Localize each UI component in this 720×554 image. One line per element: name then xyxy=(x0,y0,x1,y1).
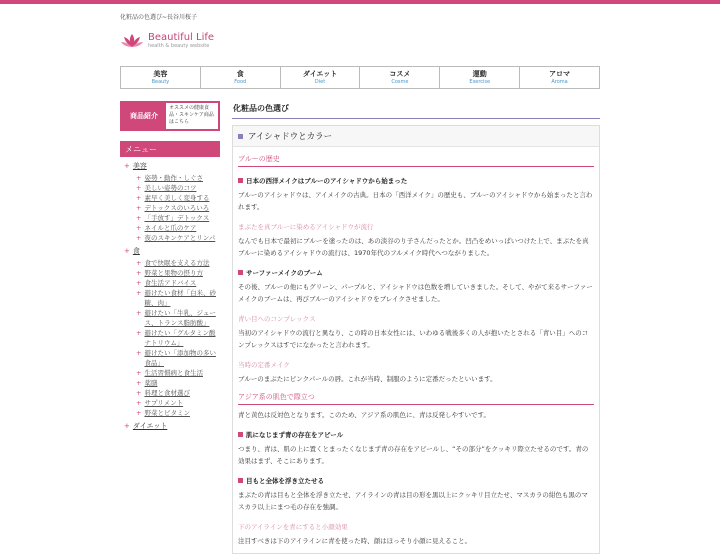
minor-heading: まぶたを真ブルーに染めるアイシャドウが流行 xyxy=(238,223,374,231)
menu-category-food: + 食 xyxy=(124,247,140,255)
promo-text: オススメの健康食品・スキンケア商品はこちら xyxy=(169,105,214,125)
page-wrapper xyxy=(120,4,600,554)
menu-link[interactable]: 食生活アドバイス xyxy=(144,279,197,287)
list-item: + 避けたい「グルタミン酸ナトリウム」 xyxy=(136,328,220,348)
paragraph: つまり、青は、肌の上に置くとまったくなじまず青の存在をアピールし、“その部分”をクッキリ際立たせるのです。青の効果はまず、そこにあります。 xyxy=(238,445,589,465)
list-item: + サプリメント xyxy=(136,399,184,407)
section-title-text: アイシャドウとカラー xyxy=(248,132,333,142)
nav-sublabel: Beauty xyxy=(151,79,170,85)
subheading xyxy=(238,476,594,485)
menu-category-beauty: + 美容 xyxy=(124,162,147,170)
square-bullet-icon xyxy=(238,178,243,183)
menu-link[interactable]: 避けたい「添加物の多い食品」 xyxy=(144,349,216,367)
promo-label: 商品紹介 xyxy=(122,103,166,129)
nav-food[interactable] xyxy=(201,67,281,88)
list-item: + ネイルと爪のケア xyxy=(136,224,197,232)
nav-diet[interactable] xyxy=(281,67,361,88)
nav-sublabel: Exercise xyxy=(469,79,491,85)
list-item: + 「手放す」デトックス xyxy=(136,214,210,222)
menu-link[interactable]: サプリメント xyxy=(144,399,184,407)
menu-link[interactable]: 美しい姿勢のコツ xyxy=(144,184,197,192)
nav-aroma[interactable] xyxy=(520,67,599,88)
subheading-text: 日本の西洋メイクはブルーのアイシャドウから始まった xyxy=(246,177,408,185)
menu-link[interactable]: 素早く美しく変身する xyxy=(144,194,210,202)
list-item: + 料理と食材選び xyxy=(136,389,190,397)
list-item: + 避けたい「添加物の多い食品」 xyxy=(136,348,220,368)
nav-sublabel: Cosme xyxy=(391,79,409,85)
menu-link[interactable]: 避けたい「牛乳、ジュース、トランス脂肪酸」 xyxy=(144,309,216,327)
menu-link[interactable]: 野菜と果物の摂り方 xyxy=(144,269,203,277)
paragraph: 当初のアイシャドウの流行と異なり、この時の日本女性には、いわゆる戦後多くの人が抱いたとされる「青い目」へのコンプレックスはすでになかったと言われます。 xyxy=(238,329,589,349)
list-item: + 避けたい「牛乳、ジュース、トランス脂肪酸」 xyxy=(136,308,220,328)
paragraph: なんでも日本で最初にブルーを塗ったのは、あの淡谷のり子さんだったとか。凹凸をめいっぱいつけた上で、まぶたを真ブルーに染めるアイシャドウの流行は、1970年代のフルメイク時代へつながりました。 xyxy=(238,237,589,257)
menu-link[interactable]: 薬膳 xyxy=(144,379,158,387)
square-bullet-icon xyxy=(238,432,243,437)
list-item: + 避けたい食材「白米、砂糖、肉」 xyxy=(136,288,220,308)
menu-link[interactable]: 食で快眠を支える方法 xyxy=(144,259,210,267)
menu-link[interactable]: 野菜とビタミン xyxy=(144,409,190,417)
square-bullet-icon xyxy=(238,134,243,139)
paragraph: まぶたの青は目もと全体を浮き立たせ、アイラインの青は目の形を黒以上にクッキリ目立たせ、マスカラの紺色も黒のマスカラ以上にまつ毛の存在を強調。 xyxy=(238,491,588,511)
logo-title: Beautiful Life xyxy=(148,31,215,43)
nav-sublabel: Diet xyxy=(314,79,326,85)
nav-sublabel: Aroma xyxy=(551,79,568,85)
nav-label: アロマ xyxy=(549,70,571,78)
menu-category-diet: + ダイエット xyxy=(124,422,168,430)
subheading-text: 肌になじまず青の存在をアピール xyxy=(246,431,344,439)
global-nav xyxy=(120,66,600,89)
menu-link[interactable]: 生活習慣病と食生活 xyxy=(144,369,203,377)
main-content xyxy=(232,101,600,554)
nav-label: 食 xyxy=(236,70,244,78)
food-submenu xyxy=(136,258,220,418)
paragraph: ブルーのアイシャドウは、アイメイクの古典。日本の「西洋メイク」の歴史も、ブルーのアイシャドウから始まったと言われます。 xyxy=(238,191,593,211)
subheading xyxy=(238,268,594,277)
paragraph: 注目すべきは下のアイラインに青を使った時、顔はほっそり小顔に見えること。 xyxy=(238,537,472,545)
paragraph: その後、ブルーの他にもグリーン、パープルと、アイシャドウは色数を増していきました。そして、やがて来るサーファーメイクのブームは、再びブルーのアイシャドウをブレイクさせました。 xyxy=(238,283,593,303)
nav-label: 美容 xyxy=(153,70,168,78)
menu-link[interactable]: 避けたい食材「白米、砂糖、肉」 xyxy=(144,289,216,307)
list-item: + 姿勢・動作・しぐさ xyxy=(136,174,203,182)
subheading xyxy=(238,430,594,439)
list-item: + 素早く美しく変身する xyxy=(136,194,210,202)
list-item: + 生活習慣病と食生活 xyxy=(136,369,203,377)
nav-label: コスメ xyxy=(389,70,411,78)
minor-heading: 下のアイラインを青にすると小顔効果 xyxy=(238,523,348,531)
list-item: + デトックスのいろいろ xyxy=(136,204,210,212)
menu-link[interactable]: 姿勢・動作・しぐさ xyxy=(144,174,203,182)
nav-sublabel: Food xyxy=(234,79,247,85)
menu-link[interactable]: ネイルと爪のケア xyxy=(144,224,197,232)
list-item: + 食生活アドバイス xyxy=(136,279,197,287)
product-promo-banner[interactable] xyxy=(120,101,220,131)
square-bullet-icon xyxy=(238,270,243,275)
paragraph: 青と黄色は反対色となります。このため、アジア系の肌色に、青は反発しやすいです。 xyxy=(238,411,490,419)
subheading-text: サーファーメイクのブーム xyxy=(246,269,323,277)
site-logo[interactable] xyxy=(120,24,600,64)
heading-asian-skin: アジア系の肌色で際立つ xyxy=(238,392,594,405)
nav-cosme[interactable] xyxy=(360,67,440,88)
list-item: + 薬膳 xyxy=(136,379,158,387)
menu-link[interactable]: デトックスのいろいろ xyxy=(144,204,210,212)
section-title xyxy=(233,126,599,147)
list-item: + 野菜と果物の摂り方 xyxy=(136,269,203,277)
logo-subtitle: health & beauty website xyxy=(148,42,210,49)
sidebar xyxy=(120,101,220,554)
list-item: + 食で快眠を支える方法 xyxy=(136,259,210,267)
nav-exercise[interactable] xyxy=(440,67,520,88)
menu-link[interactable]: 料理と食材選び xyxy=(144,389,190,397)
menu-category-link[interactable]: 美容 xyxy=(132,162,147,170)
nav-beauty[interactable] xyxy=(121,67,201,88)
beauty-submenu xyxy=(136,173,220,243)
nav-label: 運動 xyxy=(472,70,487,78)
heading-blue-history: ブルーの歴史 xyxy=(238,154,594,167)
menu-category-link[interactable]: ダイエット xyxy=(132,422,168,430)
lotus-icon xyxy=(120,32,144,50)
page-title: 化粧品の色選び xyxy=(232,101,600,119)
minor-heading: 青い目へのコンプレックス xyxy=(238,315,316,323)
menu-link[interactable]: 夜のスキンケアとリンパ xyxy=(144,234,216,242)
square-bullet-icon xyxy=(238,478,243,483)
menu-heading: メニュー xyxy=(120,141,220,157)
menu-category-link[interactable]: 食 xyxy=(132,247,140,255)
site-tagline: 化粧品の色選び~長谷川桜子 xyxy=(120,14,198,21)
list-item: + 野菜とビタミン xyxy=(136,409,190,417)
menu-link[interactable]: 「手放す」デトックス xyxy=(144,214,210,222)
menu-link[interactable]: 避けたい「グルタミン酸ナトリウム」 xyxy=(144,329,216,347)
subheading-text: 目もと全体を浮き立たせる xyxy=(246,477,324,485)
subheading xyxy=(238,176,594,185)
paragraph: ブルーのまぶたにピンクパールの唇。これが当時、制服のように定番だったといいます。 xyxy=(238,375,497,383)
minor-heading: 当時の定番メイク xyxy=(238,361,290,369)
list-item: + 夜のスキンケアとリンパ xyxy=(136,234,216,242)
nav-label: ダイエット xyxy=(302,70,338,78)
list-item: + 美しい姿勢のコツ xyxy=(136,184,197,192)
article-section xyxy=(232,125,600,554)
